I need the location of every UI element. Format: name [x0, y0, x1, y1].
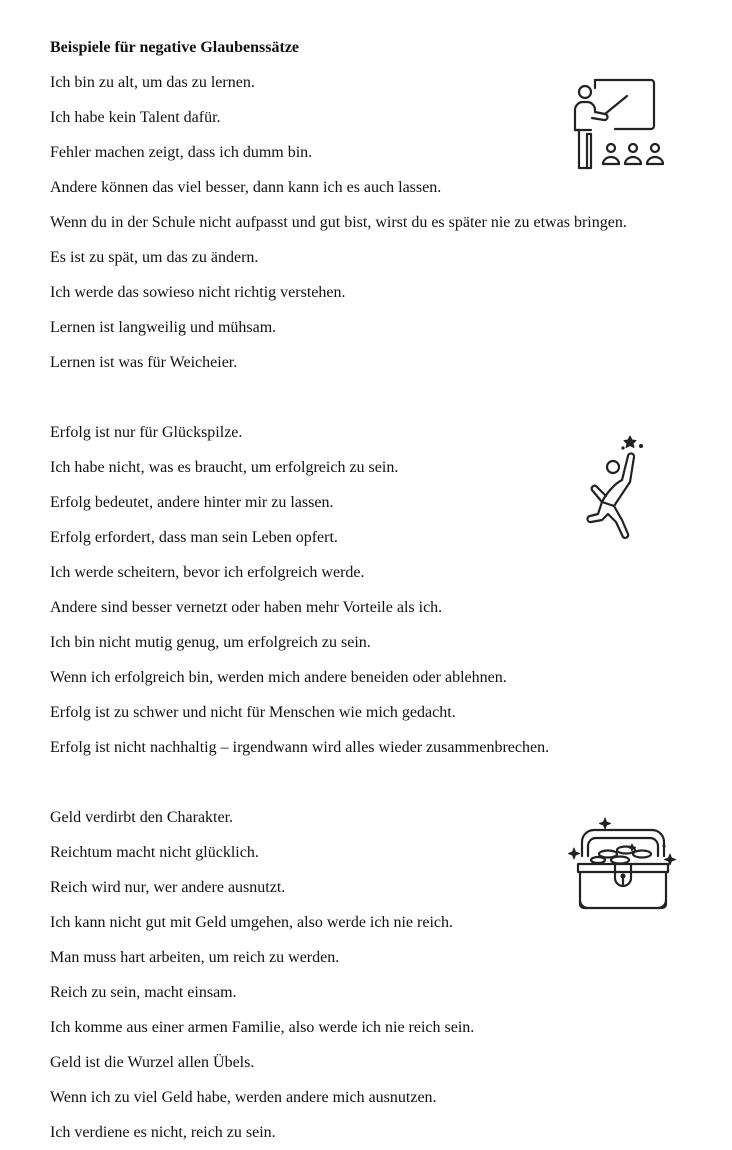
belief-line: Ich werde das sowieso nicht richtig verstehen.	[50, 284, 346, 301]
belief-line: Andere sind besser vernetzt oder haben mehr Vorteile als ich.	[50, 599, 443, 616]
belief-line: Wenn ich zu viel Geld habe, werden andere mich ausnutzen.	[50, 1089, 437, 1106]
belief-line: Lernen ist langweilig und mühsam.	[50, 319, 277, 336]
belief-line: Ich kann nicht gut mit Geld umgehen, also werde ich nie reich.	[50, 914, 453, 931]
belief-line: Lernen ist was für Weicheier.	[50, 354, 238, 371]
belief-line: Erfolg ist nicht nachhaltig – irgendwann wird alles wieder zusammenbrechen.	[50, 739, 550, 756]
document-heading: Beispiele für negative Glaubenssätze	[50, 39, 300, 56]
teacher-classroom-icon	[565, 74, 669, 170]
success-figure-icon	[584, 434, 648, 542]
belief-line: Erfolg ist zu schwer und nicht für Menschen wie mich gedacht.	[50, 704, 456, 721]
belief-line: Geld ist die Wurzel allen Übels.	[50, 1054, 255, 1071]
belief-line: Man muss hart arbeiten, um reich zu werden.	[50, 949, 340, 966]
belief-line: Wenn ich erfolgreich bin, werden mich andere beneiden oder ablehnen.	[50, 669, 507, 686]
belief-line: Reichtum macht nicht glücklich.	[50, 844, 259, 861]
belief-line: Ich bin zu alt, um das zu lernen.	[50, 74, 255, 91]
document-body	[50, 30, 720, 1150]
belief-line: Wenn du in der Schule nicht aufpasst und gut bist, wirst du es später nie zu etwas bringen.	[50, 214, 627, 231]
belief-line: Ich verdiene es nicht, reich zu sein.	[50, 1124, 276, 1141]
belief-line: Ich werde scheitern, bevor ich erfolgreich werde.	[50, 564, 365, 581]
belief-line: Reich zu sein, macht einsam.	[50, 984, 237, 1001]
belief-line: Geld verdirbt den Charakter.	[50, 809, 234, 826]
belief-line: Erfolg bedeutet, andere hinter mir zu lassen.	[50, 494, 334, 511]
belief-line: Andere können das viel besser, dann kann ich es auch lassen.	[50, 179, 442, 196]
belief-line: Ich komme aus einer armen Familie, also werde ich nie reich sein.	[50, 1019, 475, 1036]
belief-line: Fehler machen zeigt, dass ich dumm bin.	[50, 144, 313, 161]
belief-line: Ich habe kein Talent dafür.	[50, 109, 221, 126]
belief-line: Reich wird nur, wer andere ausnutzt.	[50, 879, 286, 896]
belief-line: Ich bin nicht mutig genug, um erfolgreich zu sein.	[50, 634, 371, 651]
belief-line: Es ist zu spät, um das zu ändern.	[50, 249, 259, 266]
belief-line: Ich habe nicht, was es braucht, um erfolgreich zu sein.	[50, 459, 399, 476]
belief-line: Erfolg erfordert, dass man sein Leben opfert.	[50, 529, 338, 546]
treasure-chest-icon	[568, 816, 680, 916]
belief-line: Erfolg ist nur für Glückspilze.	[50, 424, 243, 441]
